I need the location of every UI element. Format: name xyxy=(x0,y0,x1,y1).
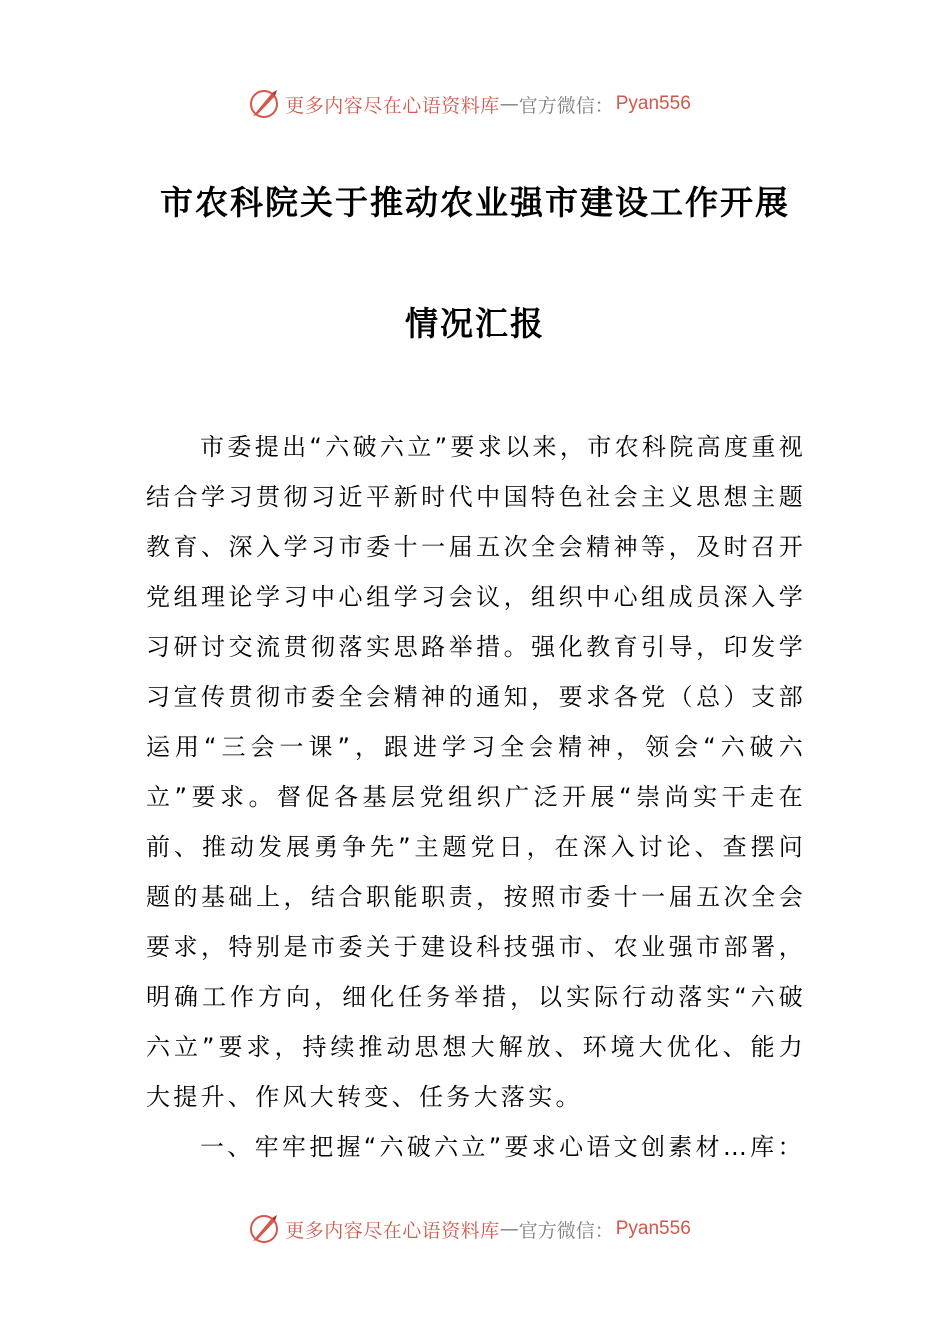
watermark-library-text: 更多内容尽在心语资料库 xyxy=(285,1219,500,1242)
document-title-line-2: 情况汇报 xyxy=(405,304,545,343)
watermark-wechat-label: 官方微信： xyxy=(518,1219,614,1242)
watermark-wechat-id: Pyan556 xyxy=(615,93,691,114)
watermark-wechat-label: 官方微信： xyxy=(518,94,614,117)
watermark-wechat-id: Pyan556 xyxy=(615,1218,691,1239)
watermark-dash: — xyxy=(499,93,519,115)
watermark-dash: — xyxy=(499,1218,519,1240)
watermark-library-text: 更多内容尽在心语资料库 xyxy=(285,94,500,117)
quill-pen-icon xyxy=(247,1212,281,1246)
body-paragraph-1: 市委提出“六破六立”要求以来，市农科院高度重视结合学习贯彻习近平新时代中国特色社会主义思想主题教育、深入学习市委十一届五次全会精神等，及时召开党组理论学习中心组学习会议，组织中心组成员深入学习研讨交流贯彻落实思路举措。强化教育引导，印发学习宣传贯彻市委全会精神的通知，要求各党（总）支部运用“三会一课”，跟进学习全会精神，领会“六破六立”要求。督促各基层党组织广泛开展“崇尚实干走在前、推动发展勇争先”主题党日，在深入讨论、查摆问题的基础上，结合职能职责，按照市委十一届五次全会要求，特别是市委关于建设科技强市、农业强市部署，明确工作方向，细化任务举措，以实际行动落实“六破六立”要求，持续推动思想大解放、环境大优化、能力大提升、作风大转变、任务大落实。 xyxy=(146,433,806,1111)
document-title-line-1: 市农科院关于推动农业强市建设工作开展 xyxy=(160,183,790,222)
quill-pen-icon xyxy=(247,87,281,121)
body-paragraph-2: 一、牢牢把握“六破六立”要求心语文创素材…库： xyxy=(200,1133,805,1161)
header-watermark xyxy=(0,84,950,124)
footer-watermark xyxy=(0,1209,950,1249)
